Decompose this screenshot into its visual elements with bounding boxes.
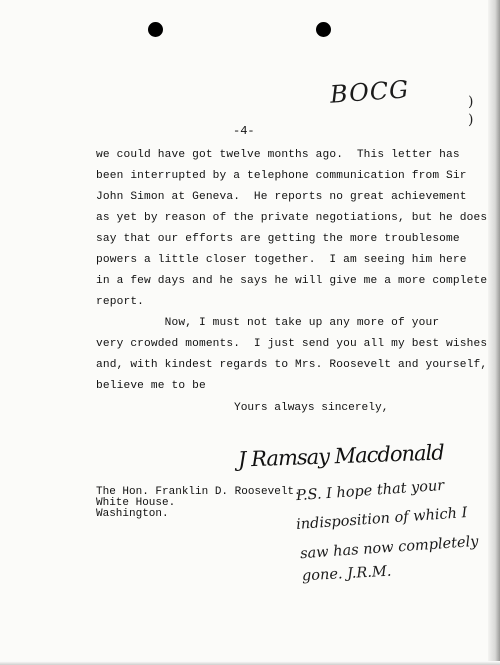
body-line: in a few days and he says he will give me a more complete [96, 275, 488, 287]
handwritten-document-id: BOCG [329, 75, 411, 109]
recipient-name: The Hon. Franklin D. Roosevelt. [96, 486, 301, 498]
body-line: believe me to be [96, 380, 206, 392]
punch-hole-left [148, 22, 163, 37]
postscript-line: saw has now completely [299, 533, 479, 563]
punch-hole-right [316, 22, 331, 37]
signature: J Ramsay Macdonald [237, 440, 445, 472]
postscript-line: indisposition of which I [295, 505, 468, 533]
body-line: been interrupted by a telephone communication from Sir [96, 170, 467, 182]
body-line: very crowded moments. I just send you all my best wishes [96, 338, 488, 350]
body-line: John Simon at Geneva. He reports no great achievement [96, 191, 467, 203]
body-line: and, with kindest regards to Mrs. Roosevelt and yourself, [96, 359, 488, 371]
body-line: report. [96, 296, 145, 308]
recipient-address-line: Washington. [96, 508, 169, 520]
page-edge-shadow [488, 0, 500, 665]
closing-salutation: Yours always sincerely, [234, 402, 389, 414]
page-number: -4- [233, 124, 255, 138]
margin-mark: ) [468, 112, 474, 128]
body-line: Now, I must not take up any more of your [96, 317, 440, 329]
page-bottom-edge [0, 661, 500, 665]
postscript-line: P.S. I hope that your [295, 477, 445, 505]
body-line: as yet by reason of the private negotiations, but he does [96, 212, 488, 224]
recipient-address-line: White House. [96, 497, 176, 509]
body-line: we could have got twelve months ago. This letter has [96, 149, 460, 161]
margin-mark: ) [468, 94, 474, 110]
body-line: say that our efforts are getting the more troublesome [96, 233, 460, 245]
body-line: powers a little closer together. I am seeing him here [96, 254, 467, 266]
postscript-line: gone. J.R.M. [301, 563, 392, 585]
